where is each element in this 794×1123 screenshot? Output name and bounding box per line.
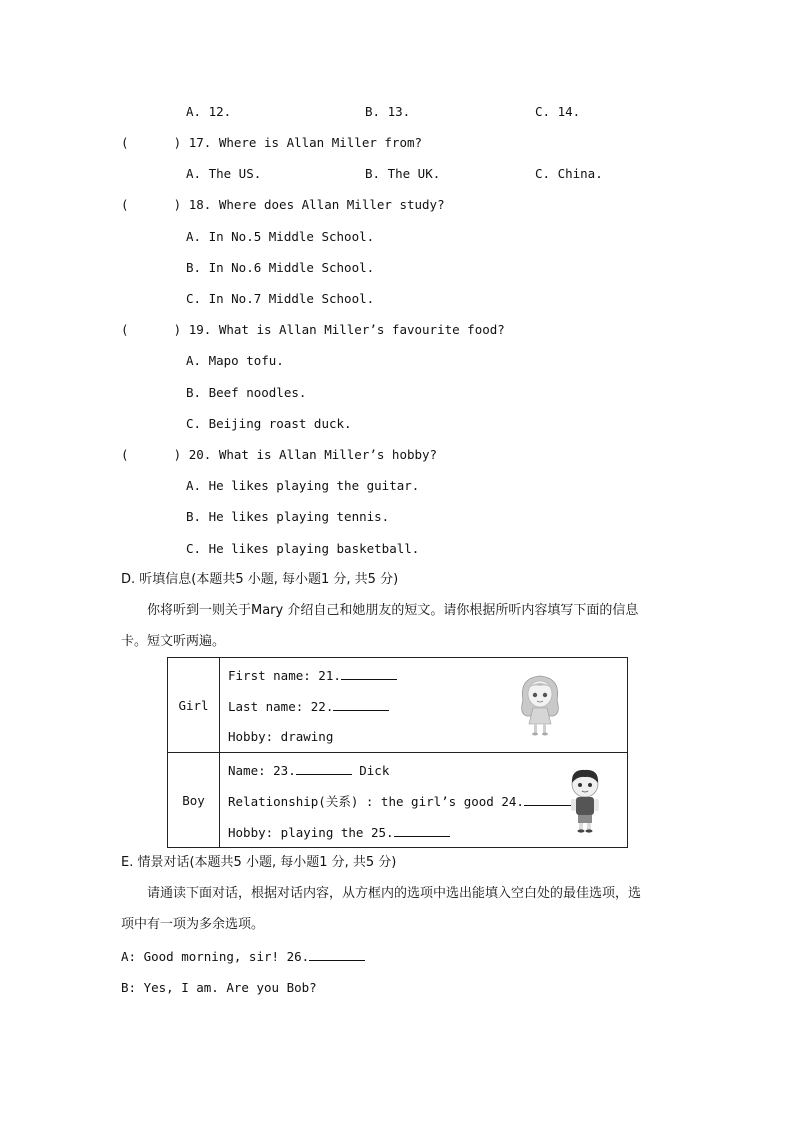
q19-option-c: C. Beijing roast duck. xyxy=(186,416,352,431)
dialogue-line-a-text: A: Good morning, sir! 26. xyxy=(121,949,310,964)
boy-info-cell xyxy=(220,753,628,848)
q19-stem: ( ) 19. What is Allan Miller’s favourite food? xyxy=(121,322,505,337)
section-d-heading: D. 听填信息(本题共5 小题, 每小题1 分, 共5 分) xyxy=(121,572,399,587)
q17-option-b: B. The UK. xyxy=(365,166,441,181)
dialogue-line-b: B: Yes, I am. Are you Bob? xyxy=(121,980,317,995)
q18-stem: ( ) 18. Where does Allan Miller study? xyxy=(121,197,445,212)
dialogue-line-a xyxy=(121,948,365,965)
q20-stem: ( ) 20. What is Allan Miller’s hobby? xyxy=(121,447,438,462)
q19-option-b: B. Beef noodles. xyxy=(186,385,307,400)
boy-name-prefix: Name: 23. xyxy=(228,763,296,778)
q17-option-a: A. The US. xyxy=(186,166,262,181)
answer-blank-22[interactable] xyxy=(333,698,389,711)
girl-first-name-label: First name: 21. xyxy=(228,668,341,683)
q17-stem: ( ) 17. Where is Allan Miller from? xyxy=(121,135,423,150)
answer-blank-23[interactable] xyxy=(296,762,352,775)
boy-label: Boy xyxy=(182,792,205,808)
section-d-instruction-1: 你将听到一则关于Mary 介绍自己和她朋友的短文。请你根据所听内容填写下面的信息 xyxy=(147,603,639,618)
boy-hobby-label: Hobby: playing the 25. xyxy=(228,825,394,840)
q17-option-c: C. China. xyxy=(535,166,603,181)
girl-hobby: Hobby: drawing xyxy=(228,729,334,744)
boy-cartoon-image xyxy=(565,767,605,835)
girl-label: Girl xyxy=(178,697,209,713)
answer-blank-26[interactable] xyxy=(309,948,365,961)
q18-option-c: C. In No.7 Middle School. xyxy=(186,291,375,306)
boy-label-cell xyxy=(168,753,220,848)
info-card-table xyxy=(167,657,628,848)
answer-blank-21[interactable] xyxy=(341,667,397,680)
q20-option-b: B. He likes playing tennis. xyxy=(186,509,390,524)
q18-option-b: B. In No.6 Middle School. xyxy=(186,260,375,275)
section-d-instruction-2: 卡。短文听两遍。 xyxy=(121,634,226,649)
boy-name-suffix: Dick xyxy=(351,763,390,778)
girl-last-name-label: Last name: 22. xyxy=(228,699,334,714)
girl-label-cell xyxy=(168,658,220,753)
q20-option-c: C. He likes playing basketball. xyxy=(186,541,420,556)
q16-option-b: B. 13. xyxy=(365,104,411,119)
girl-cartoon-image xyxy=(515,670,565,738)
q18-option-a: A. In No.5 Middle School. xyxy=(186,229,375,244)
answer-blank-25[interactable] xyxy=(394,824,450,837)
boy-relationship-label: Relationship(关系) : the girl’s good 24. xyxy=(228,794,524,809)
section-e-instruction-2: 项中有一项为多余选项。 xyxy=(121,917,265,932)
section-e-instruction-1: 请通读下面对话，根据对话内容，从方框内的选项中选出能填入空白处的最佳选项，选 xyxy=(147,886,642,901)
q20-option-a: A. He likes playing the guitar. xyxy=(186,478,420,493)
q19-option-a: A. Mapo tofu. xyxy=(186,353,284,368)
girl-info-cell xyxy=(220,658,628,753)
section-e-heading: E. 情景对话(本题共5 小题, 每小题1 分, 共5 分) xyxy=(121,855,397,870)
q16-option-c: C. 14. xyxy=(535,104,581,119)
q16-option-a: A. 12. xyxy=(186,104,232,119)
